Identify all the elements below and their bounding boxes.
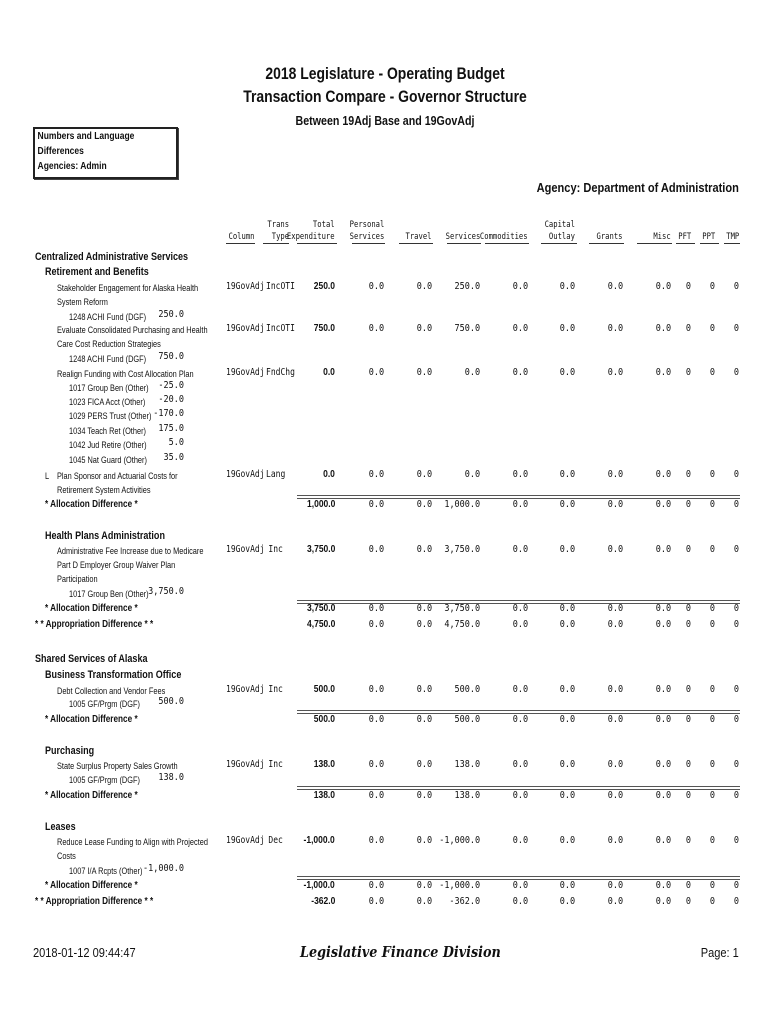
cell-tmp: 0 bbox=[733, 790, 739, 801]
cell-trans-type: Inc bbox=[268, 759, 283, 770]
line-item-description: Reduce Lease Funding to Align with Projected Costs bbox=[57, 837, 208, 861]
cell-tmp: 0 bbox=[733, 896, 739, 907]
header-underline bbox=[297, 243, 337, 244]
line-item-description: Plan Sponsor and Actuarial Costs for Retirement System Activities bbox=[57, 471, 178, 495]
cell-misc: 0.0 bbox=[655, 714, 671, 725]
cell-pft: 0 bbox=[685, 603, 691, 614]
cell-travel: 0.0 bbox=[416, 281, 432, 292]
cell-commodities: 0.0 bbox=[512, 619, 528, 630]
cell-services: 138.0 bbox=[454, 759, 480, 770]
cell-travel: 0.0 bbox=[416, 880, 432, 891]
cell-travel: 0.0 bbox=[416, 714, 432, 725]
fund-source: 1017 Group Ben (Other) bbox=[69, 383, 149, 393]
cell-total: 4,750.0 bbox=[306, 619, 335, 630]
cell-grants: 0.0 bbox=[607, 323, 623, 334]
cell-personal: 0.0 bbox=[368, 603, 384, 614]
cell-tmp: 0 bbox=[733, 323, 739, 334]
cell-pft: 0 bbox=[685, 714, 691, 725]
line-item-description: Administrative Fee Increase due to Medicare Part D Employer Group Waiver Plan Participation bbox=[57, 546, 204, 584]
cell-total: 138.0 bbox=[313, 790, 335, 801]
cell-pft: 0 bbox=[685, 835, 691, 846]
filter-line: Numbers and Language bbox=[37, 131, 135, 142]
fund-amount: 35.0 bbox=[163, 452, 184, 463]
header-underline bbox=[352, 243, 385, 244]
cell-total: 138.0 bbox=[313, 759, 335, 770]
cell-services: 0.0 bbox=[464, 367, 480, 378]
cell-travel: 0.0 bbox=[416, 684, 432, 695]
cell-misc: 0.0 bbox=[655, 469, 671, 480]
cell-ppt: 0 bbox=[709, 896, 715, 907]
cell-total: 500.0 bbox=[313, 684, 335, 695]
cell-ppt: 0 bbox=[709, 323, 715, 334]
cell-ppt: 0 bbox=[709, 759, 715, 770]
cell-column: 19GovAdj bbox=[226, 469, 265, 480]
allocation-difference-label: * Allocation Difference * bbox=[45, 603, 138, 614]
appropriation-difference-label: * * Appropriation Difference * * bbox=[35, 896, 154, 907]
cell-column: 19GovAdj bbox=[226, 544, 265, 555]
fund-amount: 3,750.0 bbox=[148, 586, 184, 597]
cell-capital: 0.0 bbox=[559, 281, 575, 292]
cell-trans-type: Inc bbox=[268, 684, 283, 695]
cell-ppt: 0 bbox=[709, 835, 715, 846]
cell-ppt: 0 bbox=[709, 469, 715, 480]
cell-commodities: 0.0 bbox=[512, 367, 528, 378]
fund-amount: 175.0 bbox=[158, 423, 184, 434]
cell-pft: 0 bbox=[685, 544, 691, 555]
cell-services: 4,750.0 bbox=[444, 619, 480, 630]
cell-services: -1,000.0 bbox=[439, 835, 480, 846]
cell-misc: 0.0 bbox=[655, 684, 671, 695]
cell-total: -362.0 bbox=[310, 896, 335, 907]
cell-tmp: 0 bbox=[733, 544, 739, 555]
cell-services: 750.0 bbox=[454, 323, 480, 334]
cell-capital: 0.0 bbox=[559, 880, 575, 891]
cell-capital: 0.0 bbox=[559, 684, 575, 695]
cell-commodities: 0.0 bbox=[512, 603, 528, 614]
allocation-heading: Purchasing bbox=[45, 745, 95, 757]
cell-capital: 0.0 bbox=[559, 619, 575, 630]
line-item-description: Evaluate Consolidated Purchasing and Health Care Cost Reduction Strategies bbox=[57, 325, 208, 349]
cell-services: -362.0 bbox=[449, 896, 480, 907]
header-grants: Grants bbox=[596, 232, 623, 242]
allocation-difference-label: * Allocation Difference * bbox=[45, 880, 138, 891]
cell-pft: 0 bbox=[685, 684, 691, 695]
cell-grants: 0.0 bbox=[607, 367, 623, 378]
cell-pft: 0 bbox=[685, 880, 691, 891]
cell-total: 0.0 bbox=[323, 469, 335, 480]
cell-commodities: 0.0 bbox=[512, 281, 528, 292]
cell-misc: 0.0 bbox=[655, 603, 671, 614]
allocation-heading: Health Plans Administration bbox=[45, 530, 165, 542]
header-capital-outlay: Capital Outlay bbox=[544, 220, 575, 242]
cell-pft: 0 bbox=[685, 499, 691, 510]
cell-pft: 0 bbox=[685, 896, 691, 907]
cell-commodities: 0.0 bbox=[512, 323, 528, 334]
cell-total: 3,750.0 bbox=[306, 544, 335, 555]
cell-services: 0.0 bbox=[464, 469, 480, 480]
cell-commodities: 0.0 bbox=[512, 714, 528, 725]
cell-travel: 0.0 bbox=[416, 603, 432, 614]
cell-grants: 0.0 bbox=[607, 790, 623, 801]
cell-grants: 0.0 bbox=[607, 469, 623, 480]
cell-personal: 0.0 bbox=[368, 469, 384, 480]
cell-capital: 0.0 bbox=[559, 603, 575, 614]
cell-pft: 0 bbox=[685, 790, 691, 801]
cell-misc: 0.0 bbox=[655, 281, 671, 292]
cell-ppt: 0 bbox=[709, 603, 715, 614]
cell-grants: 0.0 bbox=[607, 603, 623, 614]
header-underline bbox=[637, 243, 672, 244]
cell-services: 138.0 bbox=[454, 790, 480, 801]
filter-box bbox=[33, 127, 178, 179]
cell-trans-type: Lang bbox=[266, 469, 286, 480]
cell-column: 19GovAdj bbox=[226, 759, 265, 770]
fund-source: 1248 ACHI Fund (DGF) bbox=[69, 312, 147, 322]
cell-grants: 0.0 bbox=[607, 544, 623, 555]
section-heading: Shared Services of Alaska bbox=[35, 653, 148, 665]
cell-grants: 0.0 bbox=[607, 281, 623, 292]
cell-total: 500.0 bbox=[313, 714, 335, 725]
allocation-heading: Retirement and Benefits bbox=[45, 266, 149, 278]
cell-total: 1,000.0 bbox=[306, 499, 335, 510]
header-travel: Travel bbox=[405, 232, 432, 242]
fund-source: 1007 I/A Rcpts (Other) bbox=[69, 866, 143, 876]
fund-amount: -20.0 bbox=[158, 394, 184, 405]
fund-source: 1045 Nat Guard (Other) bbox=[69, 455, 147, 465]
cell-grants: 0.0 bbox=[607, 880, 623, 891]
allocation-difference-label: * Allocation Difference * bbox=[45, 714, 138, 725]
fund-amount: 138.0 bbox=[158, 772, 184, 783]
fund-source: 1017 Group Ben (Other) bbox=[69, 589, 149, 599]
header-column: Column bbox=[228, 232, 255, 242]
fund-amount: -170.0 bbox=[153, 408, 184, 419]
header-trans-type: Trans Type bbox=[267, 220, 289, 242]
cell-personal: 0.0 bbox=[368, 619, 384, 630]
cell-capital: 0.0 bbox=[559, 469, 575, 480]
cell-personal: 0.0 bbox=[368, 714, 384, 725]
cell-capital: 0.0 bbox=[559, 499, 575, 510]
cell-commodities: 0.0 bbox=[512, 759, 528, 770]
cell-misc: 0.0 bbox=[655, 544, 671, 555]
cell-personal: 0.0 bbox=[368, 896, 384, 907]
report-timestamp: 2018-01-12 09:44:47 bbox=[33, 945, 136, 960]
cell-commodities: 0.0 bbox=[512, 896, 528, 907]
allocation-difference-label: * Allocation Difference * bbox=[45, 499, 138, 510]
cell-tmp: 0 bbox=[733, 367, 739, 378]
line-item-description: State Surplus Property Sales Growth bbox=[57, 761, 178, 771]
cell-capital: 0.0 bbox=[559, 714, 575, 725]
cell-tmp: 0 bbox=[733, 880, 739, 891]
cell-ppt: 0 bbox=[709, 880, 715, 891]
cell-travel: 0.0 bbox=[416, 896, 432, 907]
header-underline bbox=[226, 243, 255, 244]
cell-tmp: 0 bbox=[733, 619, 739, 630]
fund-source: 1023 FICA Acct (Other) bbox=[69, 397, 146, 407]
cell-ppt: 0 bbox=[709, 714, 715, 725]
cell-ppt: 0 bbox=[709, 499, 715, 510]
filter-line: Differences bbox=[37, 146, 84, 157]
cell-tmp: 0 bbox=[733, 714, 739, 725]
division-signature: Legislative Finance Division bbox=[300, 943, 501, 961]
cell-total: -1,000.0 bbox=[303, 835, 335, 846]
cell-tmp: 0 bbox=[733, 469, 739, 480]
header-underline bbox=[724, 243, 740, 244]
cell-grants: 0.0 bbox=[607, 619, 623, 630]
fund-amount: 750.0 bbox=[158, 351, 184, 362]
cell-personal: 0.0 bbox=[368, 759, 384, 770]
page-number: Page: 1 bbox=[700, 945, 739, 960]
fund-source: 1034 Teach Ret (Other) bbox=[69, 426, 146, 436]
cell-pft: 0 bbox=[685, 759, 691, 770]
cell-commodities: 0.0 bbox=[512, 790, 528, 801]
cell-capital: 0.0 bbox=[559, 323, 575, 334]
cell-capital: 0.0 bbox=[559, 790, 575, 801]
header-underline bbox=[263, 243, 289, 244]
cell-tmp: 0 bbox=[733, 835, 739, 846]
line-item-description: Debt Collection and Vendor Fees bbox=[57, 686, 166, 696]
cell-services: 500.0 bbox=[454, 684, 480, 695]
cell-commodities: 0.0 bbox=[512, 499, 528, 510]
header-underline bbox=[541, 243, 577, 244]
cell-trans-type: Dec bbox=[268, 835, 283, 846]
header-underline bbox=[485, 243, 529, 244]
cell-total: 0.0 bbox=[323, 367, 335, 378]
cell-ppt: 0 bbox=[709, 544, 715, 555]
agency-label: Agency: Department of Administration bbox=[536, 180, 739, 195]
fund-amount: -25.0 bbox=[158, 380, 184, 391]
cell-misc: 0.0 bbox=[655, 367, 671, 378]
cell-total: 3,750.0 bbox=[306, 603, 335, 614]
cell-services: -1,000.0 bbox=[439, 880, 480, 891]
fund-source: 1029 PERS Trust (Other) bbox=[69, 411, 152, 421]
cell-travel: 0.0 bbox=[416, 323, 432, 334]
cell-travel: 0.0 bbox=[416, 619, 432, 630]
allocation-heading: Business Transformation Office bbox=[45, 669, 182, 681]
cell-trans-type: IncOTI bbox=[266, 281, 295, 292]
fund-amount: 250.0 bbox=[158, 309, 184, 320]
cell-total: 750.0 bbox=[313, 323, 335, 334]
cell-pft: 0 bbox=[685, 469, 691, 480]
cell-column: 19GovAdj bbox=[226, 367, 265, 378]
cell-personal: 0.0 bbox=[368, 544, 384, 555]
cell-misc: 0.0 bbox=[655, 323, 671, 334]
cell-grants: 0.0 bbox=[607, 499, 623, 510]
cell-personal: 0.0 bbox=[368, 323, 384, 334]
cell-trans-type: Inc bbox=[268, 544, 283, 555]
cell-travel: 0.0 bbox=[416, 835, 432, 846]
cell-capital: 0.0 bbox=[559, 367, 575, 378]
cell-grants: 0.0 bbox=[607, 896, 623, 907]
cell-capital: 0.0 bbox=[559, 544, 575, 555]
cell-ppt: 0 bbox=[709, 619, 715, 630]
cell-services: 500.0 bbox=[454, 714, 480, 725]
cell-travel: 0.0 bbox=[416, 469, 432, 480]
cell-misc: 0.0 bbox=[655, 790, 671, 801]
cell-commodities: 0.0 bbox=[512, 544, 528, 555]
cell-total: 250.0 bbox=[313, 281, 335, 292]
cell-pft: 0 bbox=[685, 619, 691, 630]
cell-tmp: 0 bbox=[733, 603, 739, 614]
cell-commodities: 0.0 bbox=[512, 684, 528, 695]
allocation-heading: Leases bbox=[45, 821, 76, 833]
cell-personal: 0.0 bbox=[368, 684, 384, 695]
header-misc: Misc bbox=[653, 232, 671, 242]
cell-commodities: 0.0 bbox=[512, 469, 528, 480]
cell-commodities: 0.0 bbox=[512, 835, 528, 846]
report-subtitle: Transaction Compare - Governor Structure bbox=[243, 87, 527, 106]
filter-line: Agencies: Admin bbox=[37, 161, 107, 172]
cell-column: 19GovAdj bbox=[226, 835, 265, 846]
cell-misc: 0.0 bbox=[655, 880, 671, 891]
header-underline bbox=[676, 243, 695, 244]
report-comparison: Between 19Adj Base and 19GovAdj bbox=[295, 113, 475, 128]
cell-misc: 0.0 bbox=[655, 759, 671, 770]
report-title: 2018 Legislature - Operating Budget bbox=[265, 64, 505, 83]
fund-amount: 5.0 bbox=[168, 437, 184, 448]
cell-personal: 0.0 bbox=[368, 367, 384, 378]
cell-tmp: 0 bbox=[733, 759, 739, 770]
fund-source: 1042 Jud Retire (Other) bbox=[69, 440, 147, 450]
cell-column: 19GovAdj bbox=[226, 684, 265, 695]
cell-misc: 0.0 bbox=[655, 835, 671, 846]
cell-personal: 0.0 bbox=[368, 499, 384, 510]
cell-pft: 0 bbox=[685, 281, 691, 292]
cell-ppt: 0 bbox=[709, 281, 715, 292]
cell-tmp: 0 bbox=[733, 684, 739, 695]
cell-misc: 0.0 bbox=[655, 499, 671, 510]
header-underline bbox=[589, 243, 624, 244]
cell-ppt: 0 bbox=[709, 790, 715, 801]
cell-services: 1,000.0 bbox=[444, 499, 480, 510]
cell-commodities: 0.0 bbox=[512, 880, 528, 891]
header-tmp: TMP bbox=[725, 232, 739, 242]
cell-pft: 0 bbox=[685, 367, 691, 378]
fund-amount: 500.0 bbox=[158, 696, 184, 707]
cell-tmp: 0 bbox=[733, 499, 739, 510]
cell-ppt: 0 bbox=[709, 684, 715, 695]
cell-total: -1,000.0 bbox=[303, 880, 335, 891]
cell-tmp: 0 bbox=[733, 281, 739, 292]
cell-column: 19GovAdj bbox=[226, 323, 265, 334]
cell-personal: 0.0 bbox=[368, 281, 384, 292]
cell-personal: 0.0 bbox=[368, 790, 384, 801]
header-underline bbox=[399, 243, 433, 244]
line-item-description: Realign Funding with Cost Allocation Plan bbox=[57, 369, 194, 379]
cell-misc: 0.0 bbox=[655, 896, 671, 907]
header-underline bbox=[447, 243, 481, 244]
fund-source: 1005 GF/Prgm (DGF) bbox=[69, 775, 140, 785]
header-underline bbox=[700, 243, 719, 244]
cell-services: 3,750.0 bbox=[444, 544, 480, 555]
line-item-description: Stakeholder Engagement for Alaska Health System Reform bbox=[57, 283, 199, 307]
header-personal-services: Personal Services bbox=[349, 220, 384, 242]
cell-capital: 0.0 bbox=[559, 896, 575, 907]
appropriation-difference-label: * * Appropriation Difference * * bbox=[35, 619, 154, 630]
fund-source: 1248 ACHI Fund (DGF) bbox=[69, 354, 147, 364]
cell-travel: 0.0 bbox=[416, 367, 432, 378]
section-heading: Centralized Administrative Services bbox=[35, 251, 189, 263]
cell-grants: 0.0 bbox=[607, 684, 623, 695]
cell-column: 19GovAdj bbox=[226, 281, 265, 292]
cell-grants: 0.0 bbox=[607, 714, 623, 725]
cell-ppt: 0 bbox=[709, 367, 715, 378]
header-commodities: Commodities bbox=[480, 232, 528, 242]
cell-services: 3,750.0 bbox=[444, 603, 480, 614]
cell-services: 250.0 bbox=[454, 281, 480, 292]
cell-trans-type: IncOTI bbox=[266, 323, 295, 334]
cell-pft: 0 bbox=[685, 323, 691, 334]
cell-capital: 0.0 bbox=[559, 759, 575, 770]
header-total-expenditure: Total Expenditure bbox=[287, 220, 335, 242]
cell-trans-type: FndChg bbox=[266, 367, 295, 378]
cell-misc: 0.0 bbox=[655, 619, 671, 630]
header-services: Services bbox=[445, 232, 480, 242]
cell-personal: 0.0 bbox=[368, 880, 384, 891]
cell-personal: 0.0 bbox=[368, 835, 384, 846]
cell-capital: 0.0 bbox=[559, 835, 575, 846]
allocation-difference-label: * Allocation Difference * bbox=[45, 790, 138, 801]
language-flag: L bbox=[45, 471, 50, 481]
cell-travel: 0.0 bbox=[416, 544, 432, 555]
cell-grants: 0.0 bbox=[607, 835, 623, 846]
fund-source: 1005 GF/Prgm (DGF) bbox=[69, 699, 140, 709]
fund-amount: -1,000.0 bbox=[143, 863, 184, 874]
cell-travel: 0.0 bbox=[416, 759, 432, 770]
cell-travel: 0.0 bbox=[416, 790, 432, 801]
cell-grants: 0.0 bbox=[607, 759, 623, 770]
header-ppt: PPT bbox=[701, 232, 715, 242]
cell-travel: 0.0 bbox=[416, 499, 432, 510]
header-pft: PFT bbox=[677, 232, 691, 242]
